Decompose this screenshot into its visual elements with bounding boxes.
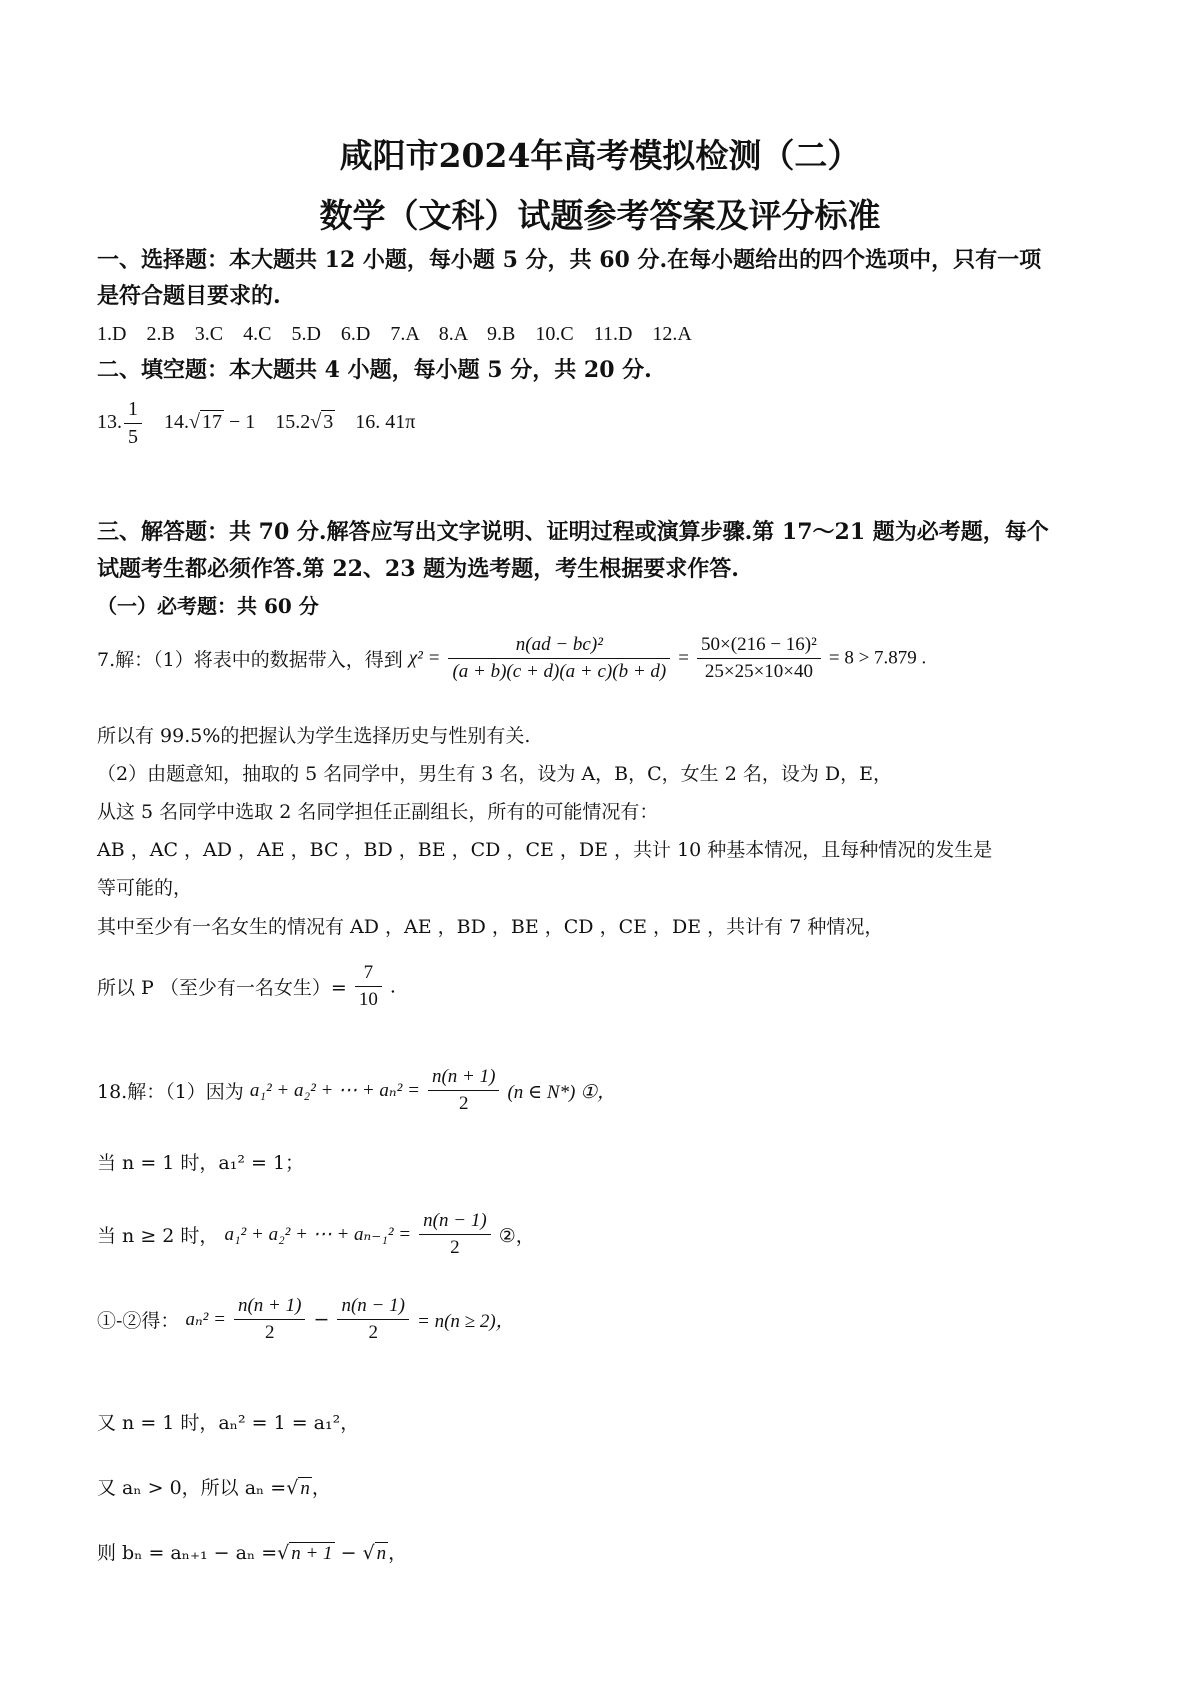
chi-square-result: = 8 > 7.879 . bbox=[828, 647, 927, 669]
q18-l7-rad1: n + 1 bbox=[291, 1543, 333, 1564]
prob-end: . bbox=[389, 975, 396, 998]
value-num: 50×(216 − 16)² bbox=[697, 634, 821, 659]
q18-line3 bbox=[97, 1210, 535, 1259]
section1-line2: 是符合题目要求的. bbox=[97, 283, 281, 309]
chi-square-formula bbox=[448, 634, 670, 683]
q17-line4: 从这 5 名同学中选取 2 名同学担任正副组长，所有的可能情况有： bbox=[97, 801, 659, 823]
q18-sum: a₁² + a₂² + ⋯ + aₙ² = bbox=[249, 1080, 420, 1101]
page-title: 咸阳市2024年高考模拟检测（二） bbox=[339, 136, 861, 175]
q18-frac3 bbox=[234, 1295, 305, 1344]
q18-frac4-den: 2 bbox=[368, 1322, 378, 1343]
q18-line7: 则 bₙ = aₙ₊₁ − aₙ =√ n + 1 − √ n ， bbox=[97, 1542, 408, 1564]
formula-den: (a + b)(c + d)(a + c)(b + d) bbox=[452, 661, 667, 682]
fill-answers: 13. $\frac{1}{5}$ 14.√ 17 − 1 15.2√ 3 16. 41π bbox=[97, 398, 416, 448]
q15-coef: 2 bbox=[300, 411, 311, 434]
q18-frac4 bbox=[337, 1295, 408, 1344]
q18-frac4-num: n(n − 1) bbox=[337, 1295, 408, 1320]
q18-frac2-den: 2 bbox=[450, 1237, 460, 1258]
section3-line2: 试题考生都必须作答.第 22、23 题为选考题，考生根据要求作答. bbox=[97, 556, 739, 582]
q14-radicand: 17 bbox=[201, 411, 222, 434]
q17-line2: 所以有 99.5%的把握认为学生选择历史与性别有关. bbox=[97, 725, 531, 747]
q17-line3: （2）由题意知，抽取的 5 名同学中，男生有 3 名，设为 A，B，C，女生 2 名，设为 D，E， bbox=[97, 763, 892, 785]
q18-frac3-den: 2 bbox=[264, 1322, 275, 1343]
page-subtitle: 数学（文科）试题参考答案及评分标准 bbox=[319, 196, 881, 235]
q15-radicand: 3 bbox=[323, 411, 334, 434]
prob-num: 7 bbox=[355, 962, 382, 987]
q18-l7-post: ， bbox=[388, 1542, 408, 1564]
q17-line1 bbox=[97, 634, 926, 683]
q18-l4-post: = n(n ≥ 2)， bbox=[417, 1311, 515, 1332]
section2-heading: 二、填空题：本大题共 4 小题，每小题 5 分，共 20 分. bbox=[97, 357, 652, 383]
section1-line1: 一、选择题：本大题共 12 小题，每小题 5 分，共 60 分.在每小题给出的四个选项中，只有一项 bbox=[97, 247, 1042, 273]
value-den: 25×25×10×40 bbox=[704, 661, 814, 682]
q18-line4 bbox=[97, 1295, 515, 1344]
choice-answers: 1.D 2.B 3.C 4.C 5.D 6.D 7.A 8.A 9.B 10.C 11.D 12.A bbox=[97, 323, 692, 345]
q18-frac2-num: n(n − 1) bbox=[419, 1210, 490, 1235]
q18-l4-an: aₙ² = bbox=[185, 1309, 226, 1330]
q17-line7: 其中至少有一名女生的情况有 AD ，AE ，BD ，BE ，CD ，CE ，DE ，共计有 7 种情况， bbox=[97, 916, 884, 938]
q18-line6: 又 aₙ > 0，所以 aₙ =√ n ， bbox=[97, 1477, 331, 1499]
q15-label: 15. bbox=[275, 411, 301, 434]
prob-label: 所以 P （至少有一名女生）= bbox=[97, 977, 347, 999]
section3-line1: 三、解答题：共 70 分.解答应写出文字说明、证明过程或演算步骤.第 17～21 题为必考题，每个 bbox=[97, 519, 1049, 545]
chi-square-label: χ² = bbox=[408, 647, 441, 669]
q18-l4-minus: − bbox=[313, 1308, 330, 1331]
q17-line5: AB ，AC ，AD ，AE ，BC ，BD ，BE ，CD ，CE ，DE ，共计 10 种基本情况，且每种情况的发生是 bbox=[97, 839, 993, 861]
q18-intro: 18.解：（1）因为 bbox=[97, 1081, 244, 1103]
prob-fraction bbox=[355, 962, 382, 1011]
q18-frac1-num: n(n + 1) bbox=[428, 1066, 499, 1091]
q16-answer: 16. 41π bbox=[355, 411, 416, 434]
q14-label: 14. bbox=[164, 411, 189, 434]
q17-intro: 7.解：（1）将表中的数据带入，得到 bbox=[97, 649, 403, 671]
q17-probability bbox=[97, 962, 396, 1011]
q18-l7-rad2: n bbox=[376, 1543, 387, 1564]
q17-line6: 等可能的， bbox=[97, 877, 193, 899]
q18-l6-post: ， bbox=[311, 1477, 331, 1499]
q18-frac1-den: 2 bbox=[458, 1093, 469, 1114]
q18-l6-pre: 又 aₙ > 0，所以 aₙ = bbox=[97, 1477, 287, 1499]
q18-frac2 bbox=[419, 1210, 490, 1259]
q18-frac1 bbox=[428, 1066, 499, 1115]
q13-label: 13. bbox=[97, 411, 122, 434]
section3-sub: （一）必考题：共 60 分 bbox=[97, 594, 319, 618]
q18-l3-sum: a₁² + a₂² + ⋯ + aₙ₋₁² = bbox=[224, 1224, 412, 1245]
q18-line2: 当 n = 1 时，a₁² = 1； bbox=[97, 1152, 305, 1174]
q13-num: 1 bbox=[124, 398, 142, 424]
q14-rest: − 1 bbox=[223, 411, 256, 434]
q18-l4-pre: ①-②得： bbox=[97, 1310, 180, 1332]
q13-den: 5 bbox=[128, 426, 138, 448]
q18-line5: 又 n = 1 时，aₙ² = 1 = a₁²， bbox=[97, 1412, 360, 1434]
chi-square-value bbox=[697, 634, 821, 683]
q18-line1 bbox=[97, 1066, 616, 1115]
prob-den: 10 bbox=[358, 989, 378, 1010]
q18-frac3-num: n(n + 1) bbox=[234, 1295, 305, 1320]
q18-l3-pre: 当 n ≥ 2 时， bbox=[97, 1225, 219, 1247]
formula-num: n(ad − bc)² bbox=[448, 634, 670, 659]
equals-sign: = bbox=[678, 647, 689, 669]
q18-domain: (n ∈ N*) ①， bbox=[507, 1082, 617, 1103]
q18-l7-pre: 则 bₙ = aₙ₊₁ − aₙ = bbox=[97, 1542, 278, 1564]
q18-l6-rad: n bbox=[300, 1478, 310, 1499]
q18-l3-post: ②， bbox=[498, 1225, 535, 1247]
q13-fraction bbox=[124, 398, 142, 449]
q18-l7-mid: − bbox=[334, 1542, 363, 1564]
